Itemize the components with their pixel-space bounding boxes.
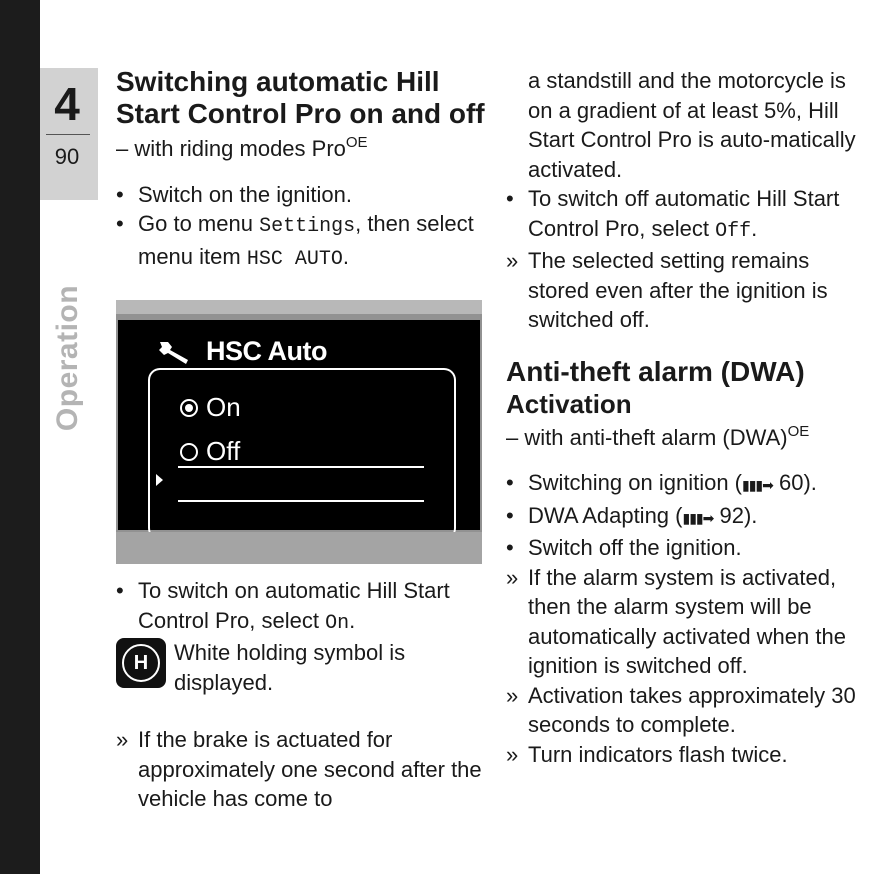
page-side-bar [0,0,40,874]
symbol-note-text: White holding symbol is displayed. [174,640,406,695]
activation-heading: Activation [506,388,632,419]
chapter-number: 4 [54,78,80,130]
radio-selected-icon [180,399,198,417]
step-switch-off: • To switch off automatic Hill Start Control Pro, select Off. [506,186,840,243]
radio-empty-icon [180,443,198,461]
dwa-step-adapting: • DWA Adapting (▮▮▮➡ 92). [506,502,758,528]
chapter-divider [46,134,90,135]
display-screen [118,320,480,530]
step-ignition: • Switch on the ignition. [116,181,353,207]
dwa-result-duration: » Activation takes approximately 30 seconds to complete. [506,682,856,737]
result-brake: » If the brake is actuated for approximately one second after the vehicle has come to [116,727,482,811]
right-column [506,66,876,769]
left-column [116,66,486,814]
dwa-step-ignition-off: • Switch off the ignition. [506,535,742,560]
page-ref[interactable]: 92 [719,502,744,528]
page-ref-arrow-icon: ▮▮▮➡ [742,477,773,493]
wrench-icon [156,338,192,366]
hsc-display-illustration [116,300,482,564]
dwa-step-ignition-on: • Switching on ignition (▮▮▮➡ 60). [506,470,817,495]
step-menu: • Go to menu Settings, then select menu item HSC AUTO. [116,211,474,271]
hill-hold-icon: H [116,638,166,688]
dwa-result-indicators: » Turn indicators flash twice. [506,741,788,767]
step-switch-on: • To switch on automatic Hill Start Control Pro, select On. [116,578,450,635]
page-ref-arrow-icon: ▮▮▮➡ [682,509,714,526]
selection-caret-icon [156,474,163,486]
dwa-result-activated: » If the alarm system is activated, then the alarm system will be automatically activated when the ignition is switched off. [506,564,846,678]
result-brake-continued: a standstill and the motorcycle is on a gradient of at least 5%, Hill Start Control Pro is auto-matically activated. [528,68,856,182]
option-off: Off [180,436,240,467]
result-stored: » The selected setting remains stored even after the ignition is switched off. [506,248,828,332]
page-ref[interactable]: 60 [778,470,804,495]
hsc-heading: Switching automatic Hill Start Control Pro on and off [116,66,485,129]
page-number: 90 [54,144,80,169]
option-on: On [180,392,241,423]
symbol-note [116,638,486,697]
display-title: HSC Auto [206,336,327,366]
dwa-condition: – with anti-theft alarm (DWA)$^{OE}$ [506,422,810,450]
hsc-condition: – with riding modes Pro$^{OE}$ [116,134,368,161]
dwa-heading: Anti-theft alarm (DWA) [506,355,805,387]
